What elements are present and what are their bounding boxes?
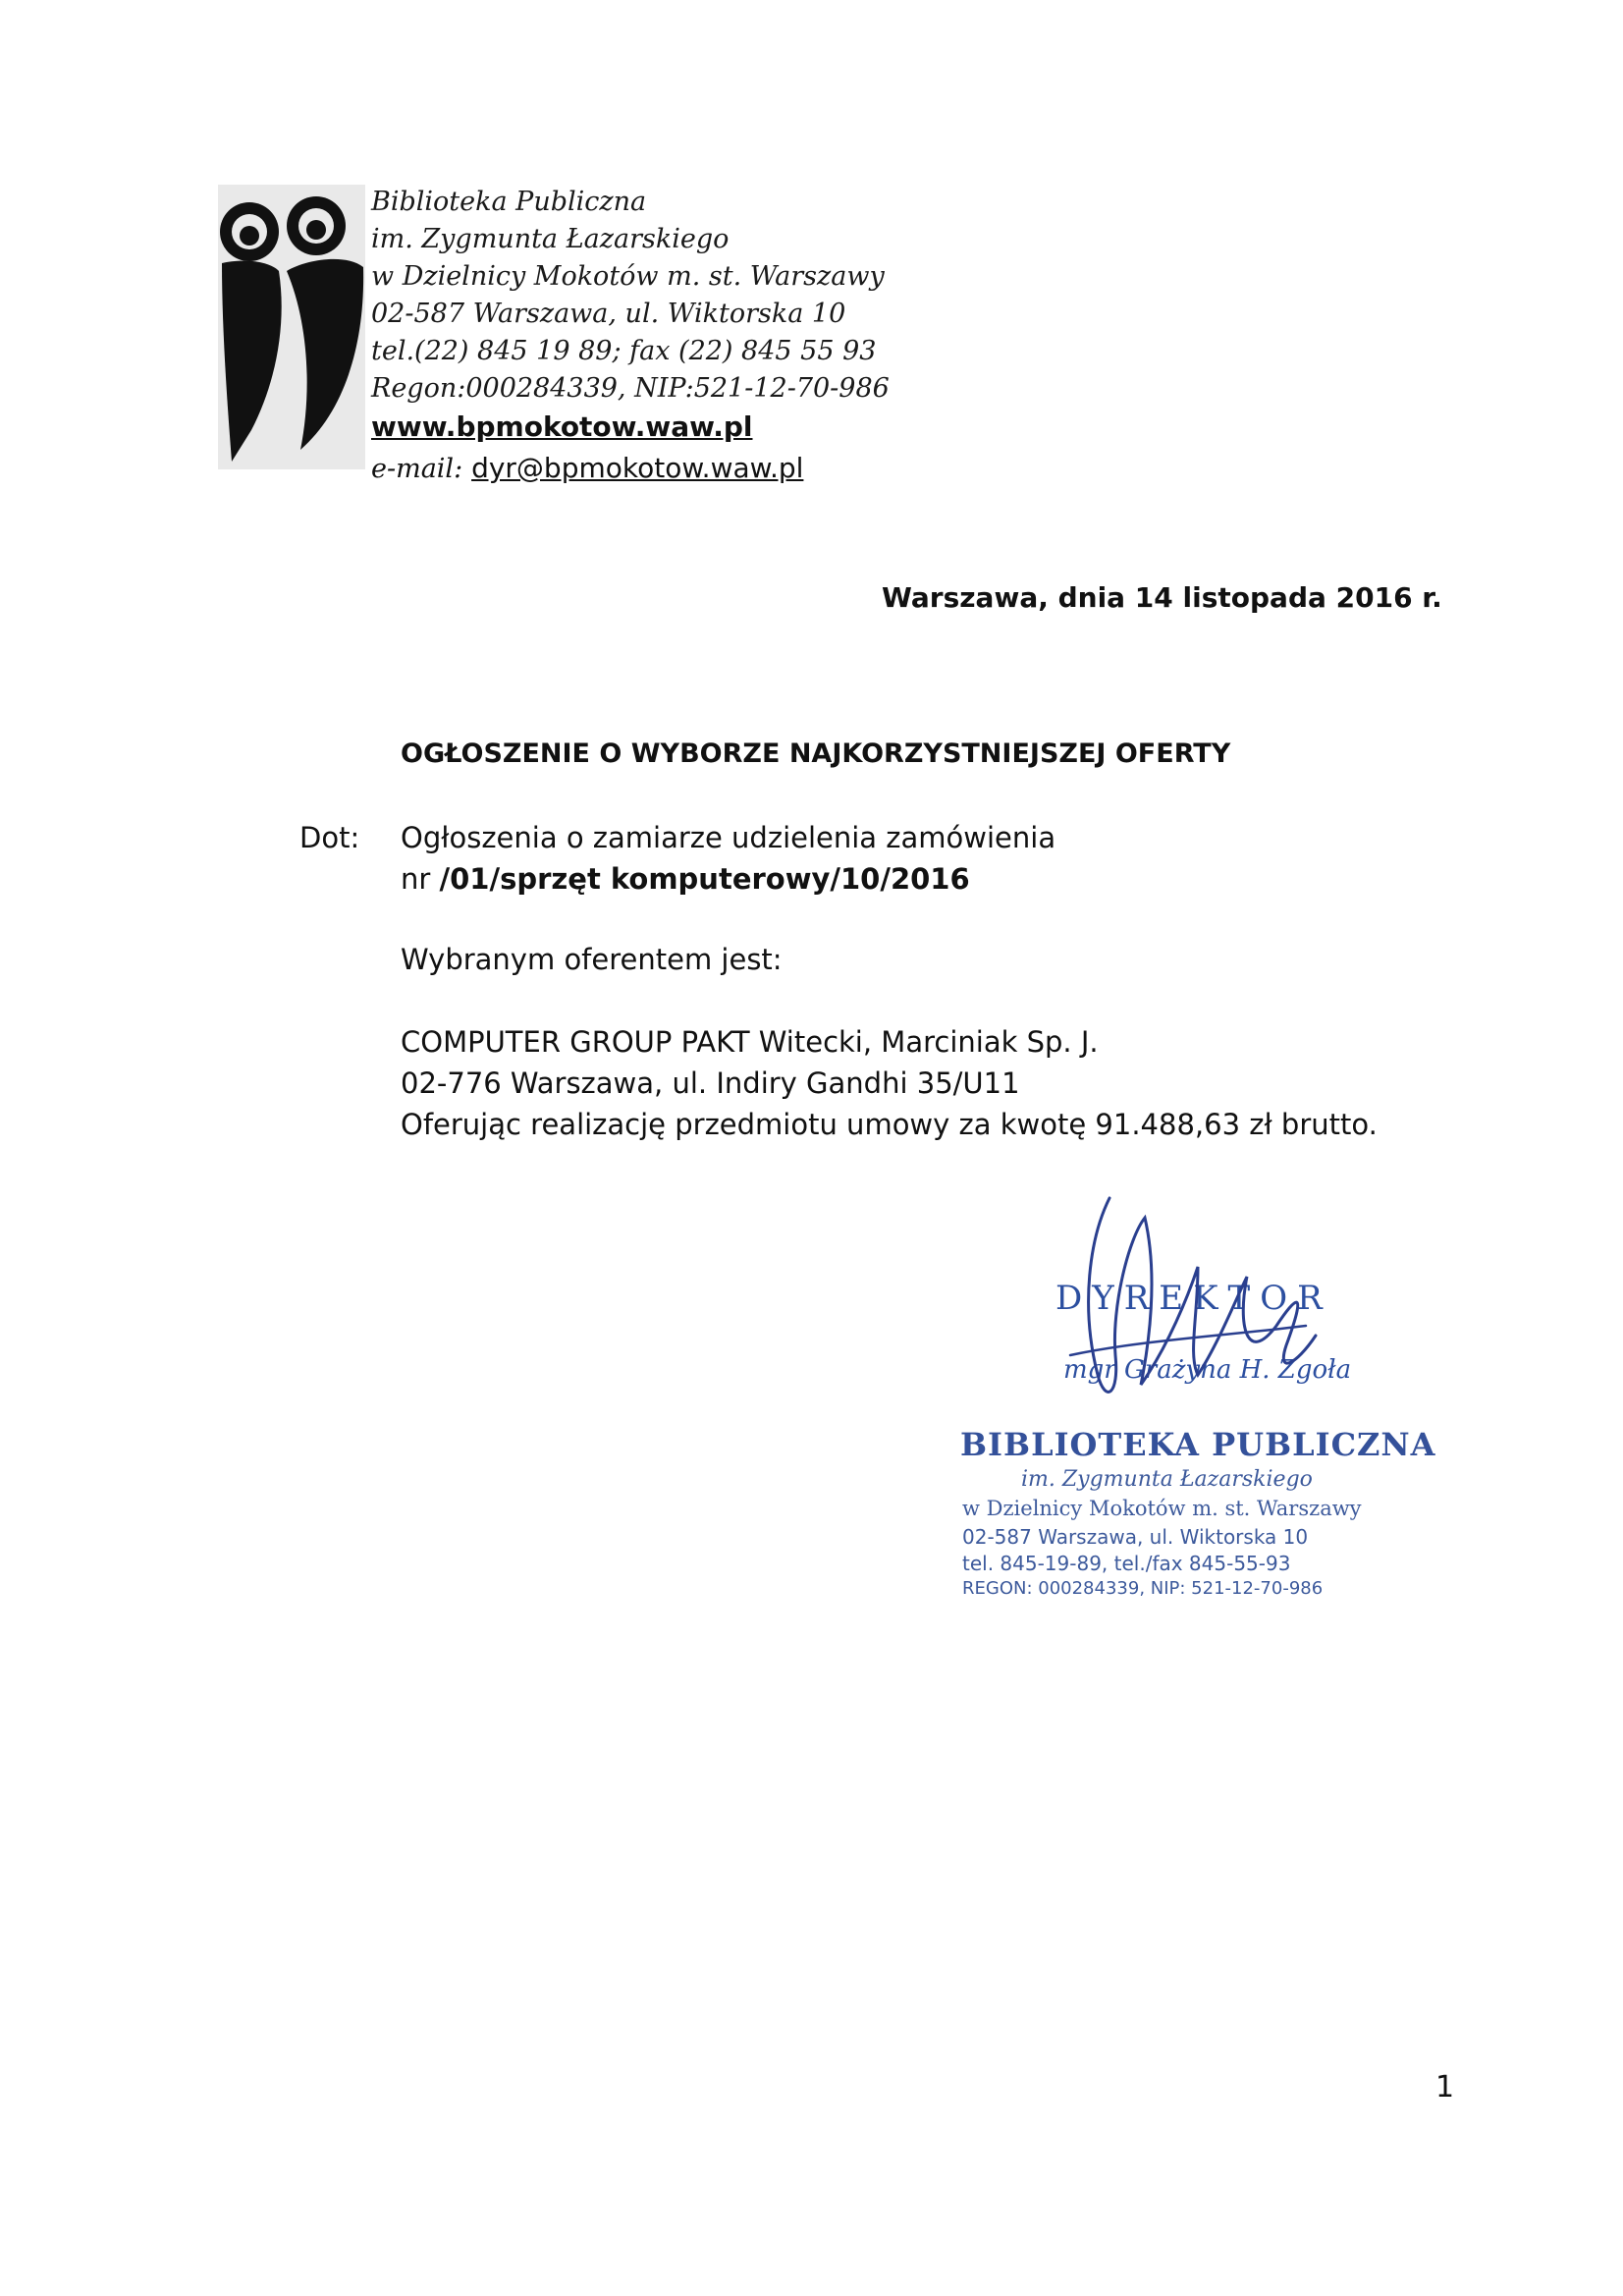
library-address: 02-587 Warszawa, ul. Wiktorska 10 (371, 299, 846, 329)
stamp-role: DYREKTOR (1055, 1279, 1332, 1318)
library-name: Biblioteka Publiczna (371, 187, 647, 217)
library-phone: tel.(22) 845 19 89; fax (22) 845 55 93 (371, 336, 877, 366)
email-link[interactable]: dyr@bpmokotow.waw.pl (471, 452, 804, 484)
owl-logo-icon (218, 185, 365, 469)
stamp-phone: tel. 845-19-89, tel./fax 845-55-93 (962, 1552, 1291, 1575)
stamp-registry: REGON: 000284339, NIP: 521-12-70-986 (962, 1578, 1324, 1599)
selected-intro: Wybranym oferentem jest: (401, 943, 783, 976)
document-title: OGŁOSZENIE O WYBORZE NAJKORZYSTNIEJSZEJ OFERTY (401, 738, 1231, 769)
order-number-value: /01/sprzęt komputerowy/10/2016 (439, 862, 970, 896)
library-registry: Regon:000284339, NIP:521-12-70-986 (371, 373, 890, 404)
company-name: COMPUTER GROUP PAKT Witecki, Marciniak Sp. J. (401, 1025, 1099, 1059)
email-label: e-mail: (371, 454, 463, 484)
stamp-patron: im. Zygmunta Łazarskiego (1021, 1467, 1313, 1492)
order-number (401, 862, 970, 896)
library-website-link[interactable]: www.bpmokotow.waw.pl (371, 410, 753, 443)
stamp-district: w Dzielnicy Mokotów m. st. Warszawy (962, 1497, 1362, 1520)
dot-line: Ogłoszenia o zamiarze udzielenia zamówienia (401, 821, 1056, 854)
stamp-institution: BIBLIOTEKA PUBLICZNA (960, 1426, 1436, 1463)
company-address: 02-776 Warszawa, ul. Indiry Gandhi 35/U11 (401, 1066, 1020, 1100)
handwritten-signature-icon (1051, 1178, 1335, 1424)
dot-label: Dot: (299, 821, 360, 854)
page-number: 1 (1435, 2070, 1455, 2105)
library-email (371, 452, 803, 484)
order-number-prefix: nr (401, 862, 431, 896)
library-district: w Dzielnicy Mokotów m. st. Warszawy (371, 261, 885, 292)
offer-line: Oferując realizację przedmiotu umowy za kwotę 91.488,63 zł brutto. (401, 1108, 1378, 1141)
library-patron: im. Zygmunta Łazarskiego (371, 224, 730, 254)
date-line: Warszawa, dnia 14 listopada 2016 r. (882, 581, 1442, 614)
stamp-address: 02-587 Warszawa, ul. Wiktorska 10 (962, 1525, 1309, 1549)
stamp-person: mgr Grażyna H. Zgoła (1063, 1355, 1352, 1385)
